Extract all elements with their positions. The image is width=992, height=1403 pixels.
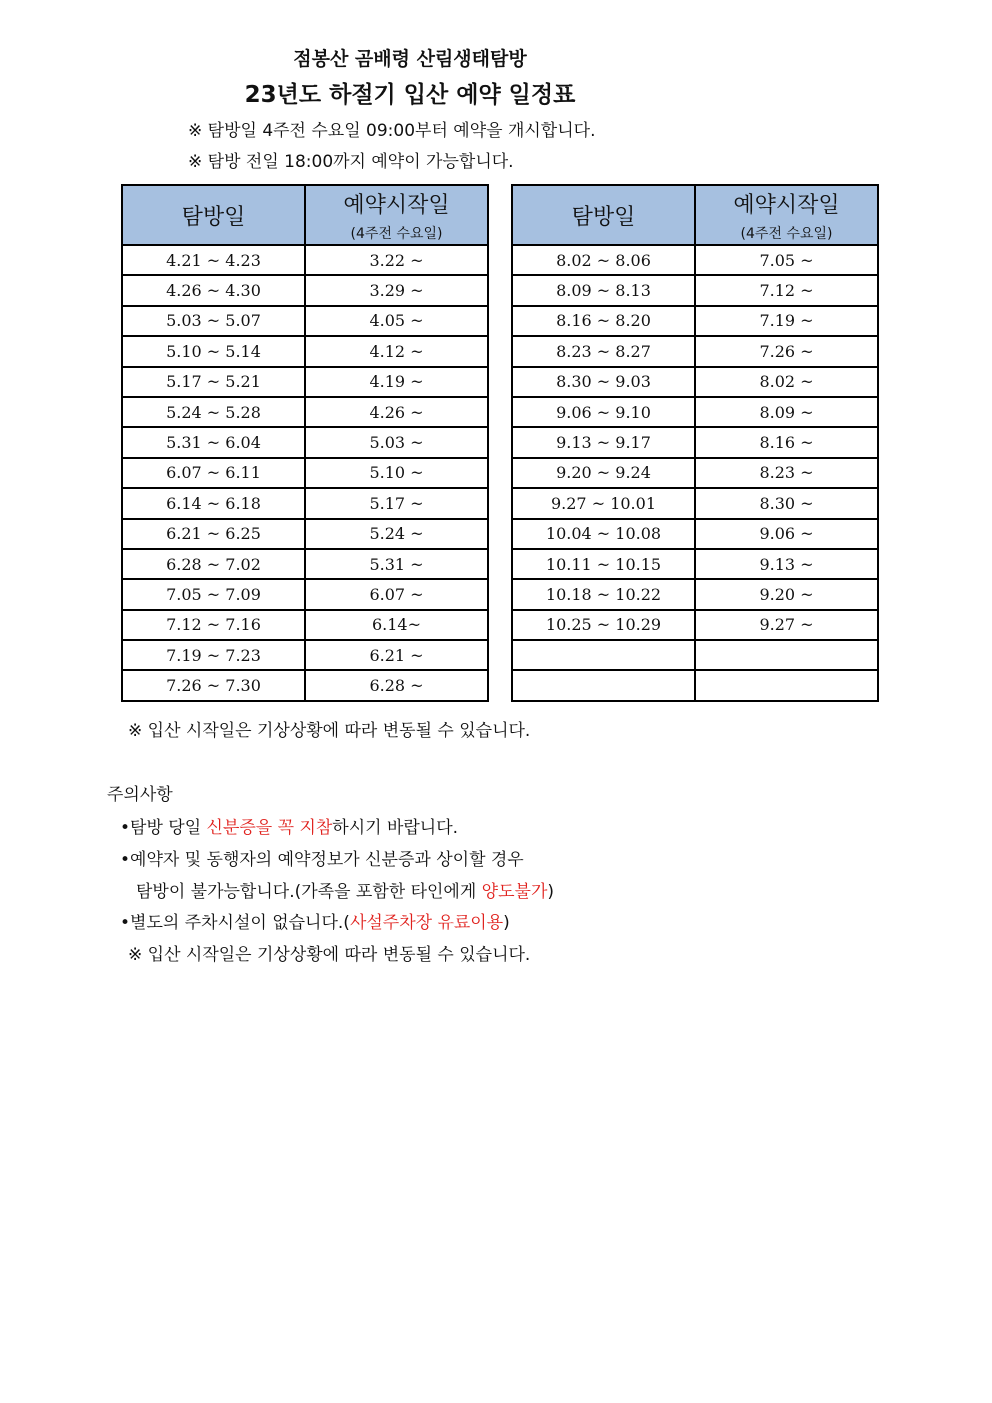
- caution-item-mismatch-cont: 탐방이 불가능합니다.(가족을 포함한 타인에게 양도불가): [136, 882, 555, 902]
- table-row: [122, 519, 488, 549]
- reservation-note-1: ※ 탐방일 4주전 수요일 09:00부터 예약을 개시합니다.: [188, 121, 596, 141]
- table-row: [122, 367, 488, 397]
- reservation-start-cell: 9.06 ~: [695, 519, 878, 549]
- table-row: [122, 579, 488, 609]
- reservation-start-cell: 6.28 ~: [305, 670, 488, 700]
- table-header-row: [122, 185, 488, 245]
- table-row: [512, 579, 878, 609]
- reservation-start-cell: 5.17 ~: [305, 488, 488, 518]
- schedule-table-right: [511, 184, 879, 702]
- visit-date-cell: [512, 670, 695, 700]
- caution-item-weather: ※ 입산 시작일은 기상상황에 따라 변동될 수 있습니다.: [128, 945, 531, 965]
- reservation-start-cell: 6.14~: [305, 610, 488, 640]
- table-row: [512, 458, 878, 488]
- reservation-start-cell: 7.05 ~: [695, 245, 878, 275]
- reservation-note-2: ※ 탐방 전일 18:00까지 예약이 가능합니다.: [188, 152, 514, 172]
- reservation-start-cell: 6.21 ~: [305, 640, 488, 670]
- page-title-line1: 점봉산 곰배령 산림생태탐방: [293, 48, 527, 70]
- table-row: [122, 397, 488, 427]
- reservation-start-cell: 6.07 ~: [305, 579, 488, 609]
- table-row: [122, 306, 488, 336]
- table-row: [122, 549, 488, 579]
- table-row: [512, 519, 878, 549]
- reservation-start-header: 예약시작일 (4주전 수요일): [305, 185, 488, 245]
- caution-item-id-card: •탐방 당일 신분증을 꼭 지참하시기 바랍니다.: [120, 818, 459, 838]
- visit-date-cell: 6.14 ~ 6.18: [122, 488, 305, 518]
- reservation-start-cell: 5.31 ~: [305, 549, 488, 579]
- visit-date-header: 탐방일: [512, 185, 695, 245]
- visit-date-cell: 6.07 ~ 6.11: [122, 458, 305, 488]
- visit-date-cell: 8.09 ~ 8.13: [512, 275, 695, 305]
- table-row: [512, 245, 878, 275]
- visit-date-cell: 10.25 ~ 10.29: [512, 610, 695, 640]
- visit-date-cell: 10.18 ~ 10.22: [512, 579, 695, 609]
- visit-date-cell: 6.28 ~ 7.02: [122, 549, 305, 579]
- reservation-start-cell: 7.12 ~: [695, 275, 878, 305]
- table-row: [512, 488, 878, 518]
- page-title-line2: 23년도 하절기 입산 예약 일정표: [244, 82, 576, 108]
- reservation-start-cell: 8.02 ~: [695, 367, 878, 397]
- schedule-table-left: [121, 184, 489, 702]
- table-row: [512, 275, 878, 305]
- table-row: [122, 427, 488, 457]
- visit-date-cell: 9.20 ~ 9.24: [512, 458, 695, 488]
- table-row: [512, 397, 878, 427]
- reservation-start-cell: [695, 670, 878, 700]
- reservation-start-cell: 9.20 ~: [695, 579, 878, 609]
- table-row: [122, 458, 488, 488]
- visit-date-cell: [512, 640, 695, 670]
- visit-date-cell: 9.13 ~ 9.17: [512, 427, 695, 457]
- visit-date-cell: 6.21 ~ 6.25: [122, 519, 305, 549]
- reservation-start-cell: 4.26 ~: [305, 397, 488, 427]
- reservation-start-cell: 3.22 ~: [305, 245, 488, 275]
- reservation-start-header: 예약시작일 (4주전 수요일): [695, 185, 878, 245]
- caution-item-parking: •별도의 주차시설이 없습니다.(사설주차장 유료이용): [120, 913, 510, 933]
- table-row: [512, 670, 878, 700]
- table-row: [122, 336, 488, 366]
- visit-date-cell: 8.16 ~ 8.20: [512, 306, 695, 336]
- reservation-start-cell: [695, 640, 878, 670]
- table-row: [512, 336, 878, 366]
- table-row: [512, 306, 878, 336]
- reservation-start-cell: 4.19 ~: [305, 367, 488, 397]
- visit-date-cell: 7.19 ~ 7.23: [122, 640, 305, 670]
- table-row: [512, 640, 878, 670]
- table-header-row: [512, 185, 878, 245]
- reservation-start-cell: 9.27 ~: [695, 610, 878, 640]
- reservation-start-cell: 7.26 ~: [695, 336, 878, 366]
- table-row: [122, 488, 488, 518]
- visit-date-cell: 8.23 ~ 8.27: [512, 336, 695, 366]
- table-row: [122, 640, 488, 670]
- reservation-start-cell: 5.03 ~: [305, 427, 488, 457]
- visit-date-cell: 5.17 ~ 5.21: [122, 367, 305, 397]
- reservation-start-cell: 3.29 ~: [305, 275, 488, 305]
- visit-date-cell: 4.21 ~ 4.23: [122, 245, 305, 275]
- table-row: [122, 275, 488, 305]
- table-row: [122, 245, 488, 275]
- visit-date-cell: 9.27 ~ 10.01: [512, 488, 695, 518]
- visit-date-cell: 8.02 ~ 8.06: [512, 245, 695, 275]
- reservation-start-cell: 5.24 ~: [305, 519, 488, 549]
- reservation-start-cell: 8.23 ~: [695, 458, 878, 488]
- weather-change-note: ※ 입산 시작일은 기상상황에 따라 변동될 수 있습니다.: [128, 721, 531, 741]
- reservation-start-cell: 7.19 ~: [695, 306, 878, 336]
- visit-date-cell: 5.31 ~ 6.04: [122, 427, 305, 457]
- caution-item-mismatch: •예약자 및 동행자의 예약정보가 신분증과 상이할 경우: [120, 850, 524, 870]
- table-row: [122, 610, 488, 640]
- visit-date-cell: 8.30 ~ 9.03: [512, 367, 695, 397]
- visit-date-cell: 5.24 ~ 5.28: [122, 397, 305, 427]
- reservation-start-cell: 4.05 ~: [305, 306, 488, 336]
- table-row: [512, 549, 878, 579]
- table-row: [512, 610, 878, 640]
- visit-date-cell: 10.11 ~ 10.15: [512, 549, 695, 579]
- visit-date-cell: 4.26 ~ 4.30: [122, 275, 305, 305]
- visit-date-cell: 7.05 ~ 7.09: [122, 579, 305, 609]
- visit-date-cell: 5.03 ~ 5.07: [122, 306, 305, 336]
- table-row: [512, 367, 878, 397]
- visit-date-cell: 9.06 ~ 9.10: [512, 397, 695, 427]
- table-row: [512, 427, 878, 457]
- table-row: [122, 670, 488, 700]
- visit-date-header: 탐방일: [122, 185, 305, 245]
- reservation-start-cell: 9.13 ~: [695, 549, 878, 579]
- visit-date-cell: 5.10 ~ 5.14: [122, 336, 305, 366]
- reservation-start-cell: 5.10 ~: [305, 458, 488, 488]
- visit-date-cell: 10.04 ~ 10.08: [512, 519, 695, 549]
- visit-date-cell: 7.26 ~ 7.30: [122, 670, 305, 700]
- visit-date-cell: 7.12 ~ 7.16: [122, 610, 305, 640]
- caution-title: 주의사항: [107, 785, 173, 805]
- reservation-start-cell: 4.12 ~: [305, 336, 488, 366]
- reservation-start-cell: 8.09 ~: [695, 397, 878, 427]
- reservation-start-cell: 8.16 ~: [695, 427, 878, 457]
- reservation-start-cell: 8.30 ~: [695, 488, 878, 518]
